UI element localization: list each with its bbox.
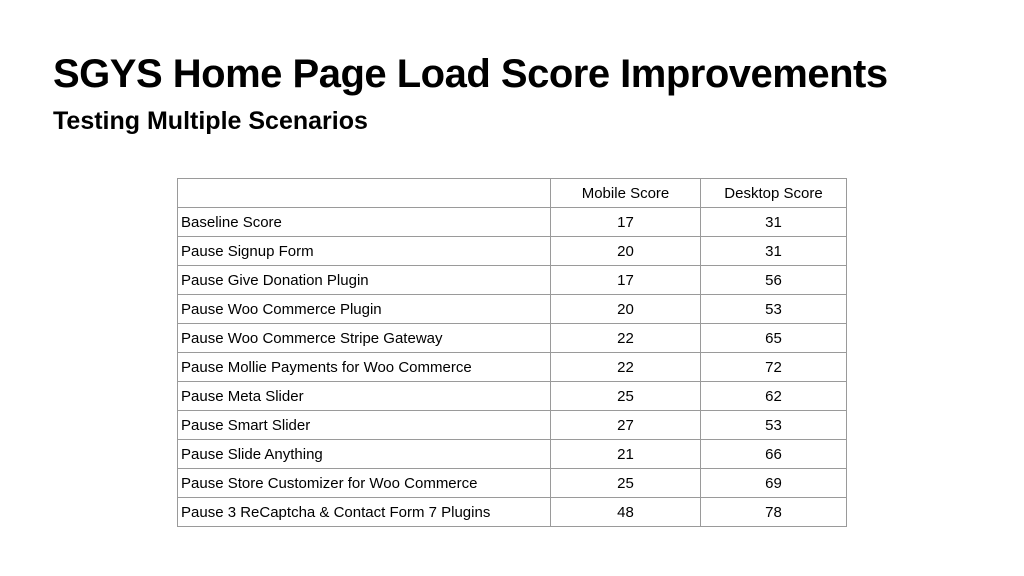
slide-title: SGYS Home Page Load Score Improvements xyxy=(53,52,888,96)
mobile-score-cell: 22 xyxy=(551,324,701,353)
column-header-scenario xyxy=(178,179,551,208)
desktop-score-cell: 56 xyxy=(701,266,847,295)
table-row xyxy=(178,353,847,382)
desktop-score-cell: 66 xyxy=(701,440,847,469)
desktop-score-cell: 78 xyxy=(701,498,847,527)
desktop-score-cell: 31 xyxy=(701,208,847,237)
mobile-score-cell: 27 xyxy=(551,411,701,440)
table-row xyxy=(178,295,847,324)
table-row xyxy=(178,208,847,237)
desktop-score-cell: 53 xyxy=(701,411,847,440)
scenario-cell: Pause 3 ReCaptcha & Contact Form 7 Plugins xyxy=(178,498,551,527)
desktop-score-cell: 31 xyxy=(701,237,847,266)
mobile-score-cell: 17 xyxy=(551,266,701,295)
scenario-cell: Pause Signup Form xyxy=(178,237,551,266)
desktop-score-cell: 53 xyxy=(701,295,847,324)
scenario-cell: Pause Store Customizer for Woo Commerce xyxy=(178,469,551,498)
mobile-score-cell: 48 xyxy=(551,498,701,527)
scenario-cell: Pause Smart Slider xyxy=(178,411,551,440)
table-row xyxy=(178,411,847,440)
mobile-score-cell: 20 xyxy=(551,295,701,324)
scenario-cell: Pause Woo Commerce Plugin xyxy=(178,295,551,324)
desktop-score-cell: 65 xyxy=(701,324,847,353)
table-row xyxy=(178,237,847,266)
table-header-row xyxy=(178,179,847,208)
slide-subtitle: Testing Multiple Scenarios xyxy=(53,107,368,135)
scenario-cell: Pause Give Donation Plugin xyxy=(178,266,551,295)
table-row xyxy=(178,498,847,527)
scenario-cell: Baseline Score xyxy=(178,208,551,237)
desktop-score-cell: 72 xyxy=(701,353,847,382)
table-row xyxy=(178,324,847,353)
table-row xyxy=(178,382,847,411)
scenario-cell: Pause Woo Commerce Stripe Gateway xyxy=(178,324,551,353)
scenario-cell: Pause Slide Anything xyxy=(178,440,551,469)
mobile-score-cell: 25 xyxy=(551,382,701,411)
table-row xyxy=(178,266,847,295)
desktop-score-cell: 62 xyxy=(701,382,847,411)
scenario-cell: Pause Mollie Payments for Woo Commerce xyxy=(178,353,551,382)
mobile-score-cell: 22 xyxy=(551,353,701,382)
mobile-score-cell: 25 xyxy=(551,469,701,498)
table-row xyxy=(178,440,847,469)
scores-table xyxy=(177,178,847,527)
column-header-mobile-score: Mobile Score xyxy=(551,179,701,208)
column-header-desktop-score: Desktop Score xyxy=(701,179,847,208)
table-row xyxy=(178,469,847,498)
mobile-score-cell: 17 xyxy=(551,208,701,237)
mobile-score-cell: 20 xyxy=(551,237,701,266)
scenario-cell: Pause Meta Slider xyxy=(178,382,551,411)
mobile-score-cell: 21 xyxy=(551,440,701,469)
desktop-score-cell: 69 xyxy=(701,469,847,498)
